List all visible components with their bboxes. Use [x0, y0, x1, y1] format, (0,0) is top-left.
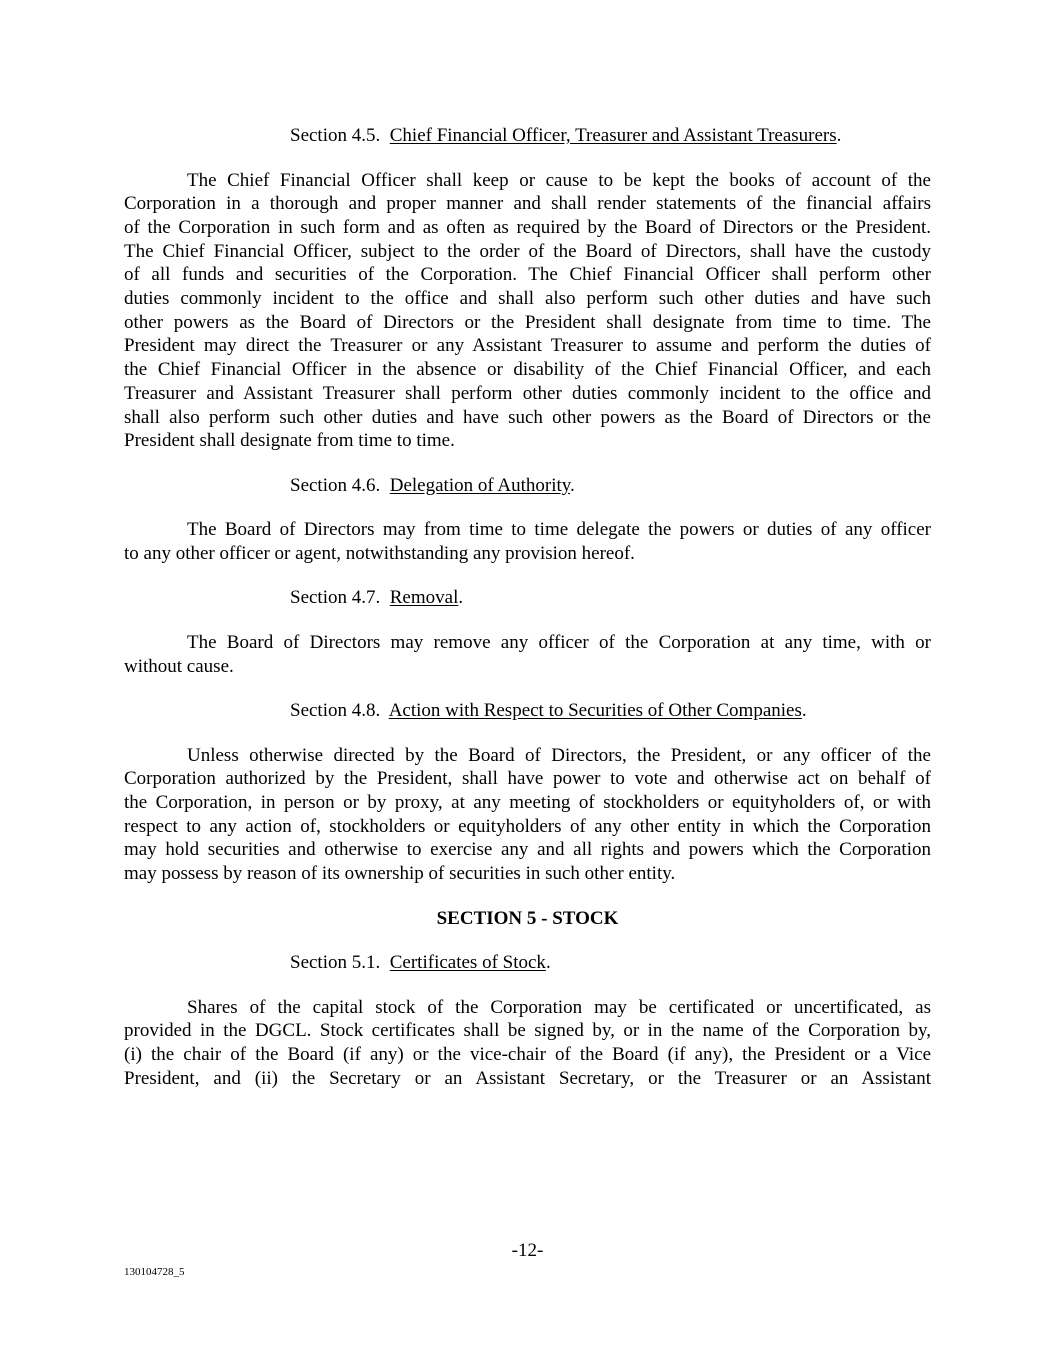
paragraph-line: shall also perform such other duties and have such other powers as the Board of Directors or the — [124, 406, 931, 428]
section-heading — [124, 124, 931, 148]
paragraph-line: (i) the chair of the Board (if any) or the vice-chair of the Board (if any), the President or a Vice — [124, 1044, 931, 1066]
section-title: Delegation of Authority — [389, 474, 571, 496]
paragraph — [124, 518, 931, 565]
article-heading: SECTION 5 - STOCK — [436, 907, 619, 929]
paragraph-line: President may direct the Treasurer or any Assistant Treasurer to assume and perform the duties of — [124, 335, 931, 357]
section-title-suffix: . — [801, 700, 807, 722]
paragraph-line: the Chief Financial Officer in the absence or disability of the Chief Financial Officer, and each — [124, 359, 931, 381]
section-number: Section 4.7. — [290, 587, 390, 609]
paragraph — [124, 631, 931, 678]
section-title-suffix: . — [570, 474, 575, 496]
paragraph-line: The Chief Financial Officer, subject to the order of the Board of Directors, shall have the custody — [124, 240, 931, 262]
paragraph-line: to any other officer or agent, notwithstanding any provision hereof. — [124, 542, 635, 564]
section-heading — [124, 699, 931, 723]
section-title: Removal — [389, 587, 459, 609]
section-number: Section 5.1. — [290, 952, 390, 974]
section-title-suffix: . — [836, 125, 842, 146]
document-body — [124, 124, 931, 1111]
paragraph-line: Corporation authorized by the President, shall have power to vote and otherwise act on behalf of — [124, 768, 931, 790]
section-heading — [124, 951, 931, 975]
paragraph-line: The Chief Financial Officer shall keep or cause to be kept the books of account of the — [187, 169, 931, 191]
paragraph-line: the Corporation, in person or by proxy, at any meeting of stockholders or equityholders of, or with — [124, 792, 931, 814]
paragraph-line: may possess by reason of its ownership of securities in such other entity. — [124, 863, 676, 885]
section-title-suffix: . — [458, 587, 464, 609]
paragraph-line: duties commonly incident to the office and shall also perform such other duties and have such — [124, 288, 931, 310]
section-title: Chief Financial Officer, Treasurer and Assistant Treasurers — [389, 125, 837, 146]
paragraph-line: may hold securities and otherwise to exercise any and all rights and powers which the Corporation — [124, 839, 931, 861]
paragraph-line: The Board of Directors may remove any officer of the Corporation at any time, with or — [187, 631, 931, 653]
paragraph-line: without cause. — [124, 655, 234, 677]
paragraph — [124, 169, 931, 453]
paragraph — [124, 996, 931, 1091]
paragraph-line: The Board of Directors may from time to time delegate the powers or duties of any officer — [187, 519, 931, 541]
paragraph-line: respect to any action of, stockholders or equityholders of any other entity in which the Corporation — [124, 815, 931, 837]
section-title: Certificates of Stock — [389, 952, 546, 974]
paragraph-line: Corporation in a thorough and proper manner and shall render statements of the financial affairs — [124, 193, 931, 215]
paragraph-line: Shares of the capital stock of the Corporation may be certificated or uncertificated, as — [187, 996, 931, 1018]
section-title-suffix: . — [545, 952, 551, 974]
section-number: Section 4.8. — [290, 700, 389, 722]
paragraph-line: provided in the DGCL. Stock certificates shall be signed by, or in the name of the Corporation by, — [124, 1020, 931, 1042]
page-number: -12- — [511, 1240, 544, 1261]
paragraph — [124, 744, 931, 886]
paragraph-line: Treasurer and Assistant Treasurer shall perform other duties commonly incident to the office and — [124, 382, 931, 404]
paragraph-line: of all funds and securities of the Corporation. The Chief Financial Officer shall perform other — [124, 264, 931, 286]
section-heading — [124, 586, 931, 610]
section-number: Section 4.6. — [290, 474, 390, 496]
paragraph-line: of the Corporation in such form and as often as required by the Board of Directors or the President. — [124, 216, 931, 238]
paragraph-line: President, and (ii) the Secretary or an Assistant Secretary, or the Treasurer or an Assistant — [124, 1067, 931, 1089]
section-heading — [124, 474, 931, 498]
paragraph-line: other powers as the Board of Directors or the President shall designate from time to time. The — [124, 311, 931, 333]
paragraph-line: Unless otherwise directed by the Board of Directors, the President, or any officer of the — [187, 744, 931, 766]
section-title: Action with Respect to Securities of Other Companies — [388, 700, 802, 722]
section-number: Section 4.5. — [290, 125, 390, 146]
paragraph-line: President shall designate from time to time. — [124, 430, 455, 452]
document-id: 130104728_5 — [124, 1266, 185, 1278]
